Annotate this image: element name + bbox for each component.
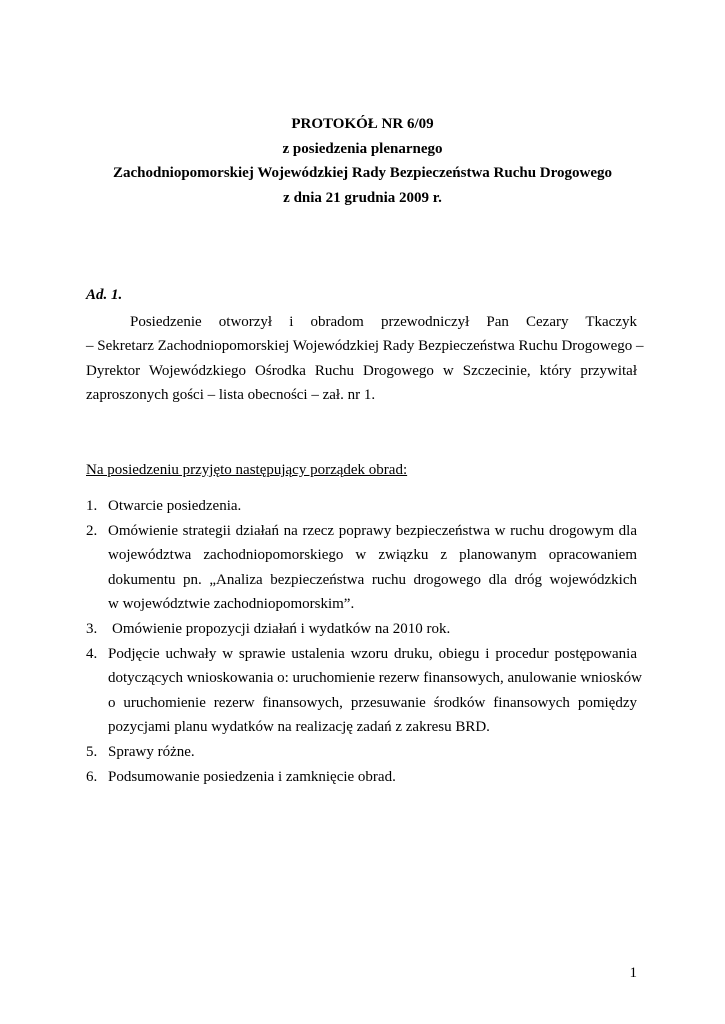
agenda-item <box>86 765 637 790</box>
agenda-item-line: województwa zachodniopomorskiego w związku z planowanym opracowaniem <box>108 547 637 564</box>
paragraph-line: – Sekretarz Zachodniopomorskiej Wojewódzkiej Rady Bezpieczeństwa Ruchu Drogowego – <box>86 338 644 355</box>
agenda-intro: Na posiedzeniu przyjęto następujący porządek obrad: <box>86 462 408 478</box>
agenda-item <box>86 642 643 740</box>
agenda-item-number: 4. <box>86 645 98 662</box>
council-name: Zachodniopomorskiej Wojewódzkiej Rady Bezpieczeństwa Ruchu Drogowego <box>112 165 613 181</box>
agenda-item-line: pozycjami planu wydatków na realizację zadań z zakresu BRD. <box>108 719 490 736</box>
paragraph-line: Dyrektor Wojewódzkiego Ośrodka Ruchu Drogowego w Szczecinie, który przywitał <box>86 362 637 379</box>
agenda-item-line: Omówienie propozycji działań i wydatków na 2010 rok. <box>112 620 451 637</box>
agenda-item-line: w województwie zachodniopomorskim”. <box>108 596 355 613</box>
agenda-item-line: dokumentu pn. „Analiza bezpieczeństwa ruchu drogowego dla dróg wojewódzkich <box>108 571 637 588</box>
agenda-item-line: Podsumowanie posiedzenia i zamknięcie obrad. <box>108 768 396 785</box>
meeting-date: z dnia 21 grudnia 2009 r. <box>283 189 442 206</box>
agenda-item-line: Otwarcie posiedzenia. <box>108 498 242 514</box>
agenda-list <box>86 494 643 789</box>
page-number: 1 <box>629 965 637 981</box>
document-subtitle: z posiedzenia plenarnego <box>282 140 443 157</box>
paragraph-line: Posiedzenie otworzył i obradom przewodniczył Pan Cezary Tkaczyk <box>130 314 637 330</box>
agenda-item-line: Omówienie strategii działań na rzecz poprawy bezpieczeństwa w ruchu drogowym dla <box>108 522 637 539</box>
agenda-item <box>86 740 637 765</box>
agenda-item-number: 3. <box>86 620 98 637</box>
agenda-item-line: dotyczących wnioskowania o: uruchomienie rezerw finansowych, anulowanie wniosków <box>108 670 643 687</box>
paragraph-line: zaproszonych gości – lista obecności – zał. nr 1. <box>86 387 376 404</box>
agenda-item-number: 1. <box>86 498 98 514</box>
document-title: PROTOKÓŁ NR 6/09 <box>291 116 434 132</box>
agenda-item <box>86 519 637 617</box>
section-ad1-paragraph <box>86 310 644 408</box>
agenda-item-number: 5. <box>86 743 98 760</box>
agenda-item-number: 2. <box>86 522 98 539</box>
agenda-item-number: 6. <box>86 768 98 785</box>
agenda-item-line: Sprawy różne. <box>108 743 195 760</box>
document-header <box>0 112 725 210</box>
agenda-item <box>86 494 637 519</box>
section-heading-ad1: Ad. 1. <box>86 287 123 303</box>
agenda-item-line: o uruchomienie rezerw finansowych, przesuwanie środków finansowych pomiędzy <box>108 694 637 711</box>
agenda-item <box>86 617 637 642</box>
agenda-item-line: Podjęcie uchwały w sprawie ustalenia wzoru druku, obiegu i procedur postępowania <box>108 645 637 662</box>
